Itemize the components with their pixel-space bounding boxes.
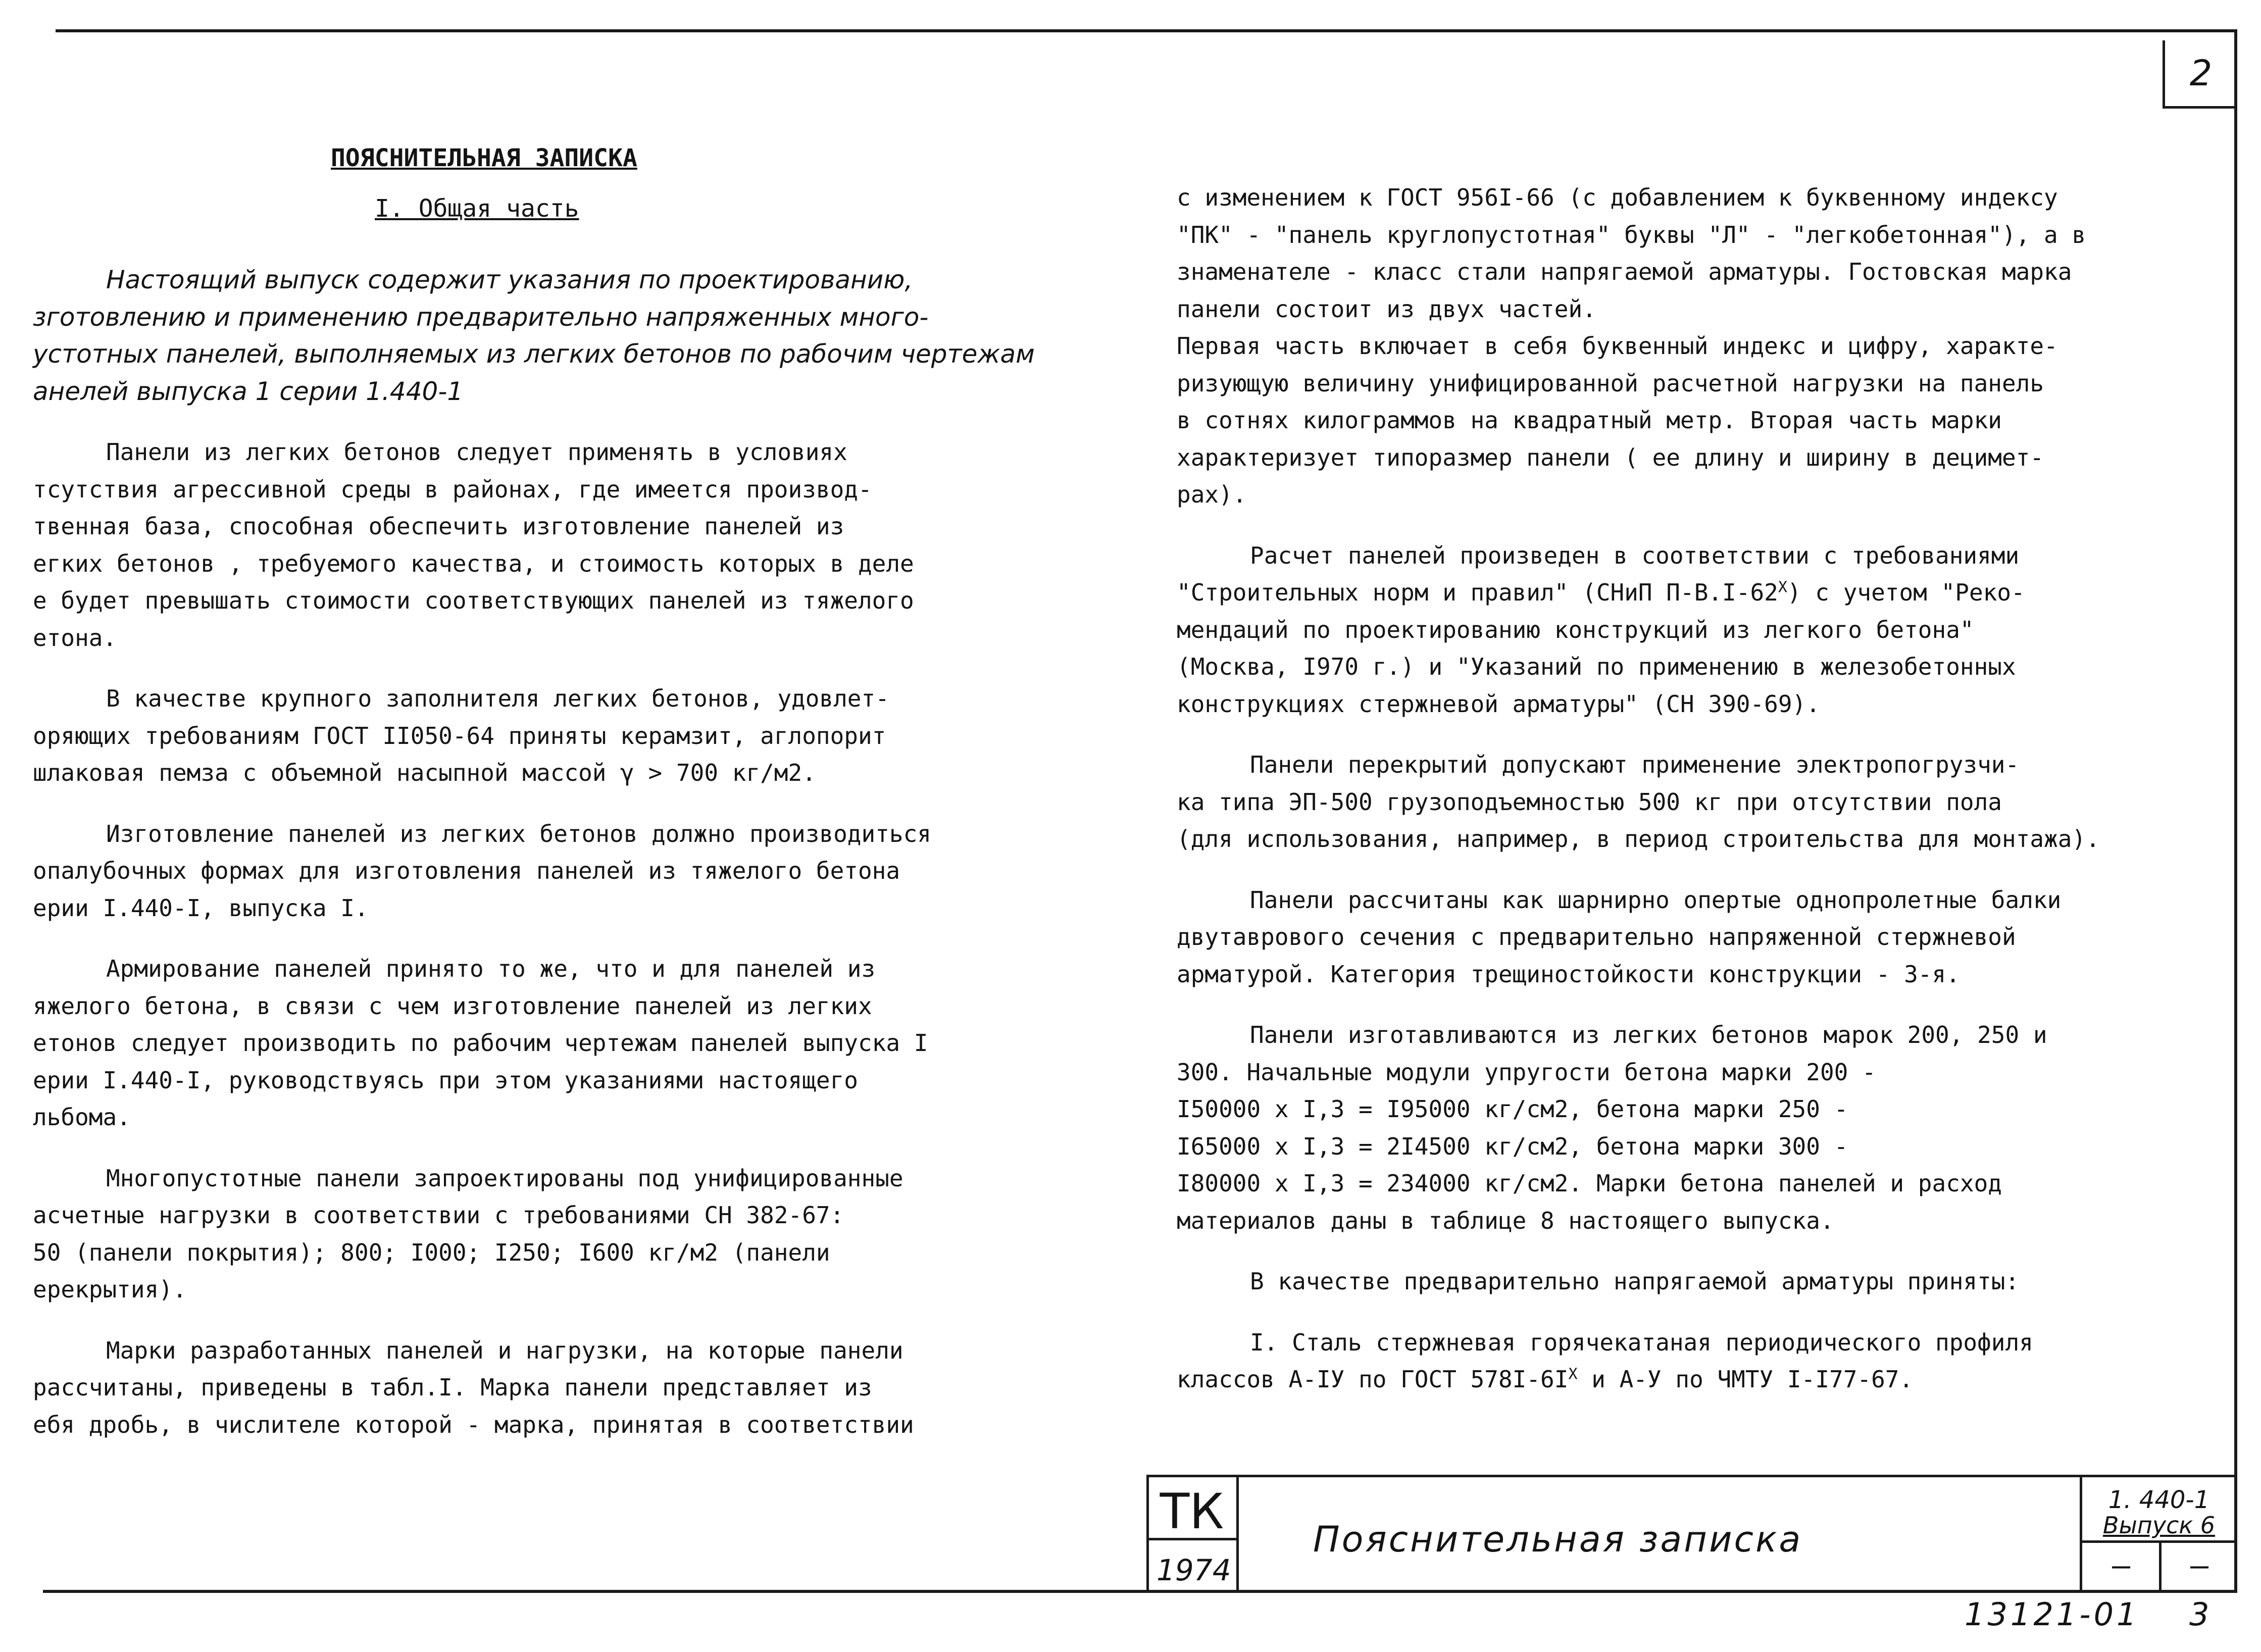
right-column: [1177, 179, 2100, 1422]
text-line: етона.: [33, 624, 117, 652]
text-line: рассчитаны, приведены в табл.I. Марка панели представляет из: [33, 1374, 872, 1401]
text-fragment: классов А-IУ по ГОСТ 578I-6I: [1177, 1366, 1569, 1393]
title-block-divider: [1236, 1477, 1239, 1592]
text-line: Армирование панелей принято то же, что и для панелей из: [106, 955, 876, 982]
title-block-divider: [1146, 1477, 1149, 1592]
text-line: I65000 x I,3 = 2I4500 кг/см2, бетона марки 300 -: [1177, 1132, 1848, 1160]
text-line: ка типа ЭП-500 грузоподъемностью 500 кг при отсутствии пола: [1177, 788, 2002, 816]
text-line: ебя дробь, в числителе которой - марка, принятая в соответствии: [33, 1411, 914, 1438]
text-line: устотных панелей, выполняемых из легких бетонов по рабочим чертежам: [33, 339, 1035, 369]
title-block-divider: [2080, 1540, 2237, 1543]
right-paragraph-marks-continued: [1177, 179, 2100, 514]
text-line: егких бетонов , требуемого качества, и стоимость которых в деле: [33, 549, 914, 577]
text-line: двутаврового сечения с предварительно напряженной стержневой: [1177, 923, 2016, 950]
left-paragraph-formwork: [33, 816, 1035, 927]
text-line: 300. Начальные модули упругости бетона марки 200 -: [1177, 1058, 1876, 1086]
frame-top-line: [56, 29, 2237, 32]
text-line: (для использования, например, в период строительства для монтажа).: [1177, 825, 2100, 853]
text-line: Изготовление панелей из легких бетонов должно производиться: [106, 820, 931, 847]
left-paragraph-marks: [33, 1332, 1035, 1444]
text-line: с изменением к ГОСТ 956I-66 (с добавлением к буквенному индексу: [1177, 184, 2058, 211]
right-paragraph-beams: [1177, 882, 2100, 993]
title-block-divider: [2080, 1477, 2082, 1592]
text-line: I50000 x I,3 = I95000 кг/см2, бетона марки 250 -: [1177, 1095, 1848, 1123]
text-line: льбома.: [33, 1104, 131, 1131]
text-line: опалубочных формах для изготовления панелей из тяжелого бетона: [33, 857, 900, 884]
empty-cell-b: —: [2190, 1548, 2209, 1583]
text-line: шлаковая пемза с объемной насыпной массой γ > 700 кг/м2.: [33, 759, 816, 786]
text-line: Панели перекрытий допускают применение электропогрузчи-: [1250, 751, 2020, 778]
text-line: в сотнях килограммов на квадратный метр. Вторая часть марки: [1177, 407, 2002, 434]
right-paragraph-concrete-grades: [1177, 1017, 2100, 1239]
text-line: ризующую величину унифицированной расчетной нагрузки на панель: [1177, 369, 2044, 397]
text-line: Настоящий выпуск содержит указания по проектированию,: [106, 265, 913, 294]
issue-number: Выпуск 6: [2102, 1512, 2216, 1539]
text-fragment: ) с учетом "Реко-: [1787, 579, 2025, 606]
archive-stamp: 13121-01: [1965, 1596, 2140, 1633]
text-line: [1177, 1361, 2100, 1398]
text-line: етонов следует производить по рабочим чертежам панелей выпуска I: [33, 1029, 928, 1057]
text-line: (Москва, I970 г.) и "Указаний по применению в железобетонных: [1177, 653, 2016, 680]
left-paragraph-loads: [33, 1160, 1035, 1309]
text-line: ерии I.440-I, руководствуясь при этом указаниями настоящего: [33, 1066, 858, 1094]
text-line: материалов даны в таблице 8 настоящего выпуска.: [1177, 1207, 1834, 1234]
text-line: твенная база, способная обеспечить изготовление панелей из: [33, 513, 844, 540]
section-title: I. Общая часть: [375, 194, 579, 223]
title-block-title: Пояснительная записка: [1313, 1519, 1803, 1560]
text-line: Панели рассчитаны как шарнирно опертые однопролетные балки: [1250, 886, 2062, 914]
text-fragment: "Строительных норм и правил" (СНиП П-В.I-62: [1177, 579, 1778, 606]
left-column: [33, 262, 1035, 1467]
year: 1974: [1157, 1553, 1231, 1587]
left-paragraph-application: [33, 434, 1035, 657]
text-line: рах).: [1177, 481, 1247, 508]
series-number: 1. 440-1: [2108, 1486, 2210, 1514]
text-line: "ПК" - "панель круглопустотная" буквы "Л" - "легкобетонная"), а в: [1177, 221, 2086, 248]
text-line: I80000 x I,3 = 234000 кг/см2. Марки бетона панелей и расход: [1177, 1170, 2002, 1197]
text-line: мендаций по проектированию конструкций из легкого бетона": [1177, 616, 1974, 643]
text-line: тсутствия агрессивной среды в районах, где имеется производ-: [33, 475, 872, 503]
archive-page-number: 3: [2189, 1596, 2209, 1633]
text-line: зготовлению и применению предварительно напряженных много-: [33, 302, 929, 332]
document-title: ПОЯСНИТЕЛЬНАЯ ЗАПИСКА: [331, 144, 637, 172]
text-line: Первая часть включает в себя буквенный индекс и цифру, характе-: [1177, 332, 2058, 360]
right-paragraph-prestressed: [1177, 1263, 2100, 1300]
right-paragraph-calculation: [1177, 537, 2100, 723]
text-line: знаменателе - класс стали напрягаемой арматуры. Гостовская марка: [1177, 258, 2072, 285]
left-paragraph-intro: [33, 262, 1035, 410]
org-code: ТК: [1160, 1483, 1224, 1540]
text-line: панели состоит из двух частей.: [1177, 295, 1596, 323]
right-paragraph-steel: [1177, 1324, 2100, 1398]
right-paragraph-forklift: [1177, 746, 2100, 858]
text-line: яжелого бетона, в связи с чем изготовление панелей из легких: [33, 992, 872, 1020]
empty-cell-a: —: [2112, 1548, 2131, 1583]
superscript: X: [1778, 578, 1787, 596]
left-paragraph-reinforcement: [33, 950, 1035, 1136]
text-line: характеризует типоразмер панели ( ее длину и ширину в децимет-: [1177, 443, 2044, 471]
text-line: 50 (панели покрытия); 800; I000; I250; I600 кг/м2 (панели: [33, 1238, 830, 1266]
text-line: ерекрытия).: [33, 1276, 187, 1303]
text-line: е будет превышать стоимости соответствующих панелей из тяжелого: [33, 587, 914, 614]
superscript: X: [1568, 1365, 1578, 1383]
text-line: Панели из легких бетонов следует применять в условиях: [106, 438, 847, 466]
text-fragment: и А-У по ЧМТУ I-I77-67.: [1577, 1366, 1914, 1393]
text-line: арматурой. Категория трещиностойкости конструкции - 3-я.: [1177, 960, 1960, 988]
title-block: [1146, 1475, 2237, 1592]
text-line: ерии I.440-I, выпуска I.: [33, 894, 369, 922]
text-line: анелей выпуска 1 серии 1.440-1: [33, 376, 464, 406]
text-line: Марки разработанных панелей и нагрузки, на которые панели: [106, 1336, 903, 1364]
left-paragraph-aggregate: [33, 680, 1035, 792]
text-line: оряющих требованиям ГОСТ II050-64 приняты керамзит, аглопорит: [33, 722, 886, 749]
text-line: асчетные нагрузки в соответствии с требованиями СН 382-67:: [33, 1202, 844, 1229]
text-line: [1177, 574, 2100, 612]
text-line: I. Сталь стержневая горячекатаная периодического профиля: [1250, 1328, 2033, 1356]
text-line: конструкциях стержневой арматуры" (СН 390-69).: [1177, 690, 1820, 718]
text-line: Расчет панелей произведен в соответствии с требованиями: [1250, 541, 2020, 569]
text-line: В качестве предварительно напрягаемой арматуры приняты:: [1250, 1268, 2020, 1295]
text-line: В качестве крупного заполнителя легких бетонов, удовлет-: [106, 685, 889, 712]
frame-right-line: [2234, 29, 2237, 1590]
text-line: Панели изготавливаются из легких бетонов марок 200, 250 и: [1250, 1021, 2047, 1048]
sheet-number: 2: [2163, 40, 2237, 109]
text-line: Многопустотные панели запроектированы под унифицированные: [106, 1164, 903, 1192]
